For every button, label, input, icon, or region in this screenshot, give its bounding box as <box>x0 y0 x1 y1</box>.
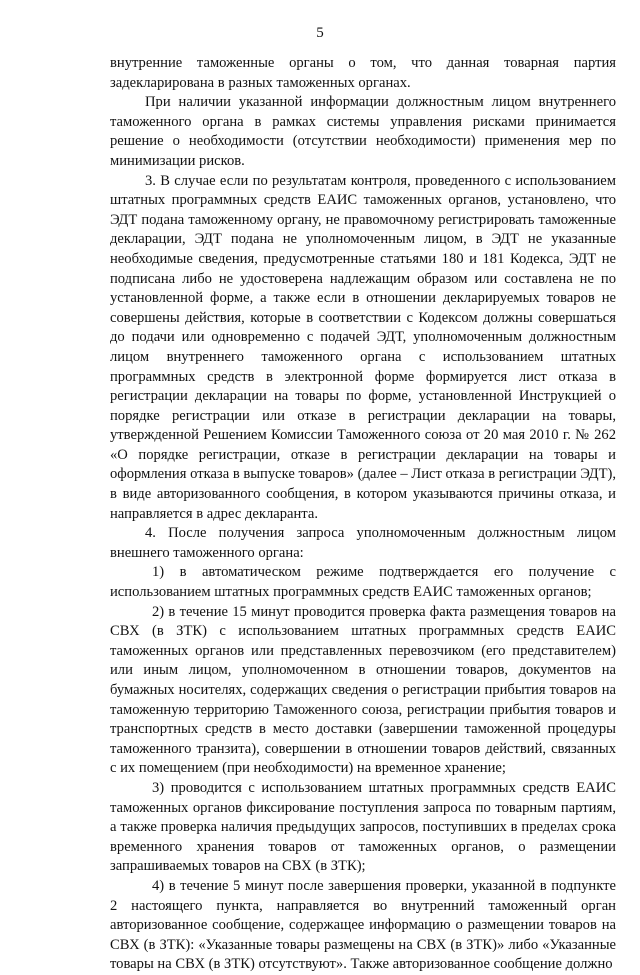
subitem-4-authorized-message: 4) в течение 5 минут после завершения проверки, указанной в подпункте 2 настоящего пункта, направляется во внутренний таможенный орган авторизованное сообщение, содержащее информацию о размещении товаров на СВХ (в ЗТК): «Указанные товары размещены на СВХ (в ЗТК)» либо «Указанные товары на СВХ (в ЗТК) отсутствуют». Также авторизованное сообщение должно <box>110 877 616 973</box>
page-number: 5 <box>316 25 324 41</box>
subitem-1-confirmation: 1) в автоматическом режиме подтверждается его получение с использованием штатных программных средств ЕАИС таможенных органов; <box>110 564 616 601</box>
subitem-2-placement-check: 2) в течение 15 минут проводится проверка факта размещения товаров на СВХ (в ЗТК) с использованием штатных программных средств ЕАИС таможенных органов или представленных перевозчиком (его представителем) или иным лицом, уполномоченном в отношении товаров, документов на бумажных носителях, содержащих сведения о регистрации прибытия товаров на таможенную территорию Таможенного союза, регистрации прибытия товаров и транспортных средств в место доставки (завершении таможенной процедуры таможенного транзита), совершении в отношении товаров действий, связанных с их помещением (при необходимости) на временное хранение; <box>110 603 616 777</box>
paragraph-continuation: внутренние таможенные органы о том, что данная товарная партия задекларирована в разных таможенных органах. <box>110 55 616 91</box>
body-text <box>110 54 616 975</box>
paragraph-item-3-refusal: 3. В случае если по результатам контроля, проведенного с использованием штатных программных средств ЕАИС таможенных органов, установлено, что ЭДТ подана таможенному органу, не правомочному регистрировать таможенные декларации, ЭДТ подана не уполномоченным лицом, в ЭДТ не указанные необходимые сведения, предусмотренные статьями 180 и 181 Кодекса, ЭДТ не подписана либо не удостоверена надлежащим образом или составлена не по установленной форме, а также если в отношении декларируемых товаров не совершены действия, которые в соответствии с Кодексом должны совершаться до подачи или одновременно с подачей ЭДТ, уполномоченным должностным лицом внутреннего таможенного органа с использованием штатных программных средств в электронной форме формируется лист отказа в регистрации декларации на товары по форме, установленной Инструкцией о порядке регистрации или отказе в регистрации декларации на товары, утвержденной Решением Комиссии Таможенного союза от 20 мая 2010 г. № 262 «О порядке регистрации, отказе в регистрации декларации на товары и оформления отказа в выпуске товаров» (далее – Лист отказа в регистрации ЭДТ), в виде авторизованного сообщения, в котором указываются причины отказа, и направляется в адрес декларанта. <box>110 172 617 522</box>
subitem-3-request-registration: 3) проводится с использованием штатных программных средств ЕАИС таможенных органов фиксирование поступления запроса по товарным партиям, а также проверка наличия предыдущих запросов, поступивших в пределах срока временного хранения товаров от таможенных органов, о размещении запрашиваемых товаров на СВХ (в ЗТК); <box>110 779 616 875</box>
paragraph-risk-management: При наличии указанной информации должностным лицом внутреннего таможенного органа в рамках системы управления рисками принимается решение о необходимости (отсутствии необходимости) применения мер по минимизации рисков. <box>110 94 616 169</box>
paragraph-item-4-request: 4. После получения запроса уполномоченным должностным лицом внешнего таможенного органа: <box>110 525 616 561</box>
